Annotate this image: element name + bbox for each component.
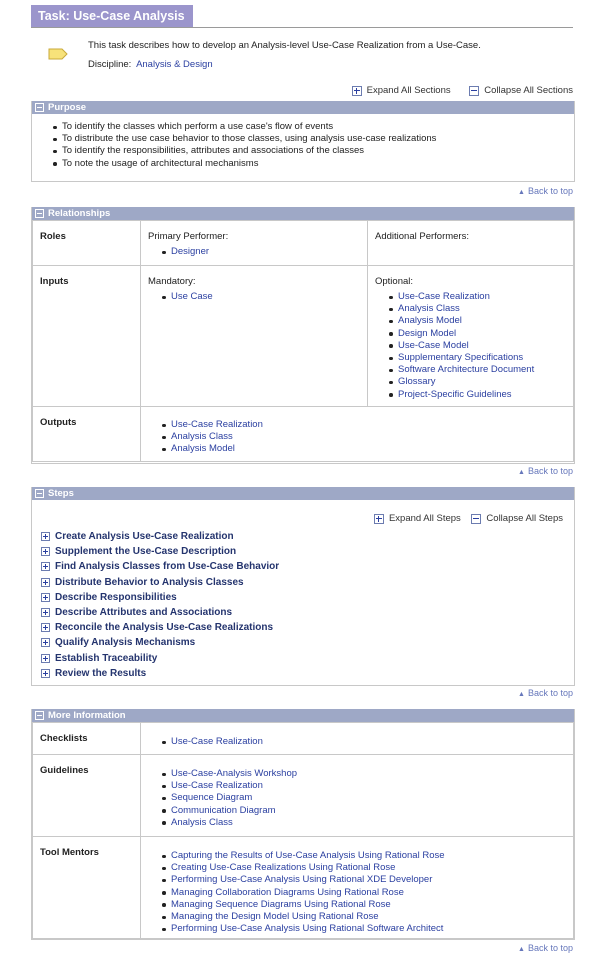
expand-step-icon bbox=[41, 532, 50, 541]
expand-step-icon bbox=[41, 623, 50, 632]
expand-step-icon bbox=[41, 562, 50, 571]
purpose-section bbox=[31, 101, 575, 182]
back-to-top-link[interactable] bbox=[518, 943, 573, 953]
collapse-all-sections-button[interactable] bbox=[469, 85, 573, 96]
purpose-header[interactable] bbox=[32, 101, 574, 114]
back-to-top-label: Back to top bbox=[527, 688, 573, 698]
input-link[interactable]: Software Architecture Document bbox=[398, 364, 535, 376]
more-information-title: More Information bbox=[48, 710, 126, 721]
back-to-top-label: Back to top bbox=[527, 943, 573, 953]
tool-mentor-link[interactable]: Managing Sequence Diagrams Using Rational Rose bbox=[171, 898, 391, 910]
expand-step-icon bbox=[41, 638, 50, 647]
step-item[interactable] bbox=[41, 559, 279, 574]
purpose-list bbox=[50, 121, 436, 170]
inputs-label: Inputs bbox=[33, 266, 141, 407]
back-to-top-label: Back to top bbox=[527, 466, 573, 476]
step-item[interactable] bbox=[41, 666, 279, 681]
step-label: Describe Responsibilities bbox=[55, 591, 177, 603]
output-link[interactable]: Analysis Class bbox=[171, 431, 233, 443]
step-label: Describe Attributes and Associations bbox=[55, 607, 233, 619]
collapse-section-icon bbox=[35, 209, 44, 218]
input-link[interactable]: Analysis Class bbox=[398, 303, 460, 315]
step-label: Qualify Analysis Mechanisms bbox=[55, 637, 196, 649]
expand-step-icon bbox=[41, 547, 50, 556]
step-label: Create Analysis Use-Case Realization bbox=[55, 531, 234, 543]
input-link[interactable]: Supplementary Specifications bbox=[398, 352, 524, 364]
section-controls bbox=[336, 85, 573, 99]
discipline-line bbox=[88, 59, 213, 70]
tool-mentor-link[interactable]: Managing Collaboration Diagrams Using Rational Rose bbox=[171, 886, 404, 898]
guidelines-label: Guidelines bbox=[33, 755, 141, 837]
collapse-all-steps-button[interactable] bbox=[471, 513, 563, 524]
guideline-link[interactable]: Communication Diagram bbox=[171, 804, 276, 816]
step-label: Review the Results bbox=[55, 667, 147, 679]
guideline-link[interactable]: Sequence Diagram bbox=[171, 792, 253, 804]
steps-controls bbox=[358, 513, 563, 527]
step-item[interactable] bbox=[41, 529, 279, 544]
expand-step-icon bbox=[41, 654, 50, 663]
task-title-bar bbox=[31, 5, 573, 28]
step-item[interactable] bbox=[41, 620, 279, 635]
more-information-table bbox=[32, 722, 574, 939]
step-label: Establish Traceability bbox=[55, 652, 158, 664]
relationships-section bbox=[31, 207, 575, 464]
output-link[interactable]: Use-Case Realization bbox=[171, 419, 263, 430]
steps-title: Steps bbox=[48, 488, 74, 499]
optional-label: Optional: bbox=[375, 276, 414, 287]
additional-performers-cell bbox=[368, 221, 574, 266]
up-arrow-icon: ▲ bbox=[518, 691, 525, 698]
step-item[interactable] bbox=[41, 544, 279, 559]
tool-mentors-label: Tool Mentors bbox=[33, 837, 141, 939]
up-arrow-icon: ▲ bbox=[518, 469, 525, 476]
relationships-header[interactable] bbox=[32, 207, 574, 220]
list-item: To note the usage of architectural mechanisms bbox=[50, 158, 436, 170]
checklist-link[interactable]: Use-Case Realization bbox=[171, 736, 263, 747]
guideline-link[interactable]: Use-Case Realization bbox=[171, 780, 263, 792]
list-item: To distribute the use case behavior to those classes, using analysis use-case realizations bbox=[50, 133, 436, 145]
expand-all-sections-label: Expand All Sections bbox=[366, 85, 451, 96]
step-item[interactable] bbox=[41, 651, 279, 666]
primary-performer-cell bbox=[141, 221, 368, 266]
step-item[interactable] bbox=[41, 590, 279, 605]
input-link[interactable]: Project-Specific Guidelines bbox=[398, 388, 512, 400]
collapse-section-icon bbox=[35, 711, 44, 720]
more-information-header[interactable] bbox=[32, 709, 574, 722]
tool-mentor-link[interactable]: Capturing the Results of Use-Case Analysis Using Rational Rose bbox=[171, 850, 445, 861]
checklists-cell bbox=[141, 723, 574, 755]
additional-performers-label: Additional Performers: bbox=[375, 231, 469, 242]
back-to-top-link[interactable] bbox=[518, 186, 573, 196]
relationships-table bbox=[32, 220, 574, 462]
step-list bbox=[41, 529, 279, 681]
more-information-section bbox=[31, 709, 575, 940]
expand-all-sections-button[interactable] bbox=[352, 85, 451, 96]
input-link[interactable]: Use Case bbox=[171, 291, 213, 302]
step-item[interactable] bbox=[41, 605, 279, 620]
task-description: This task describes how to develop an Analysis-level Use-Case Realization from a Use-Case. bbox=[88, 40, 481, 51]
output-link[interactable]: Analysis Model bbox=[171, 443, 235, 455]
back-to-top-link[interactable] bbox=[518, 466, 573, 476]
mandatory-inputs-cell bbox=[141, 266, 368, 407]
performer-link-designer[interactable]: Designer bbox=[171, 246, 210, 257]
step-item[interactable] bbox=[41, 635, 279, 650]
collapse-section-icon bbox=[35, 103, 44, 112]
roles-label: Roles bbox=[33, 221, 141, 266]
outputs-cell bbox=[141, 407, 574, 462]
primary-performer-label: Primary Performer: bbox=[148, 231, 229, 242]
collapse-icon bbox=[469, 86, 479, 96]
collapse-all-steps-label: Collapse All Steps bbox=[486, 513, 563, 524]
input-link[interactable]: Use-Case Model bbox=[398, 339, 469, 351]
input-link[interactable]: Use-Case Realization bbox=[398, 291, 490, 302]
step-item[interactable] bbox=[41, 575, 279, 590]
back-to-top-label: Back to top bbox=[527, 186, 573, 196]
input-link[interactable]: Glossary bbox=[398, 376, 436, 388]
expand-all-steps-button[interactable] bbox=[374, 513, 461, 524]
steps-header[interactable] bbox=[32, 487, 574, 500]
input-link[interactable]: Analysis Model bbox=[398, 315, 462, 327]
tool-mentor-link[interactable]: Performing Use-Case Analysis Using Rational Software Architect bbox=[171, 923, 444, 935]
back-to-top-link[interactable] bbox=[518, 688, 573, 698]
list-item: To identify the classes which perform a use case's flow of events bbox=[50, 121, 436, 133]
step-label: Find Analysis Classes from Use-Case Behavior bbox=[55, 561, 280, 573]
expand-step-icon bbox=[41, 578, 50, 587]
expand-icon bbox=[352, 86, 362, 96]
relationships-title: Relationships bbox=[48, 208, 111, 219]
list-item: To identify the responsibilities, attributes and associations of the classes bbox=[50, 145, 436, 157]
step-label: Distribute Behavior to Analysis Classes bbox=[55, 576, 244, 588]
collapse-icon bbox=[471, 514, 481, 524]
up-arrow-icon: ▲ bbox=[518, 189, 525, 196]
discipline-link[interactable]: Analysis & Design bbox=[136, 59, 213, 70]
step-label: Reconcile the Analysis Use-Case Realizations bbox=[55, 622, 274, 634]
expand-step-icon bbox=[41, 669, 50, 678]
task-tag-icon bbox=[48, 48, 68, 60]
tool-mentor-link[interactable]: Managing the Design Model Using Rational Rose bbox=[171, 911, 379, 923]
mandatory-label: Mandatory: bbox=[148, 276, 196, 287]
checklists-label: Checklists bbox=[33, 723, 141, 755]
guideline-link[interactable]: Use-Case-Analysis Workshop bbox=[171, 768, 298, 779]
expand-icon bbox=[374, 514, 384, 524]
expand-step-icon bbox=[41, 593, 50, 602]
steps-section bbox=[31, 487, 575, 686]
step-label: Supplement the Use-Case Description bbox=[55, 546, 237, 558]
input-link[interactable]: Design Model bbox=[398, 327, 457, 339]
collapse-section-icon bbox=[35, 489, 44, 498]
collapse-all-sections-label: Collapse All Sections bbox=[484, 85, 573, 96]
tool-mentor-link[interactable]: Creating Use-Case Realizations Using Rational Rose bbox=[171, 862, 396, 874]
discipline-label: Discipline: bbox=[88, 59, 132, 70]
guidelines-cell bbox=[141, 755, 574, 837]
outputs-label: Outputs bbox=[33, 407, 141, 462]
expand-step-icon bbox=[41, 608, 50, 617]
guideline-link[interactable]: Analysis Class bbox=[171, 816, 233, 828]
purpose-title: Purpose bbox=[48, 102, 87, 113]
tool-mentors-cell bbox=[141, 837, 574, 939]
expand-all-steps-label: Expand All Steps bbox=[388, 513, 461, 524]
tool-mentor-link[interactable]: Performing Use-Case Analysis Using Rational XDE Developer bbox=[171, 874, 433, 886]
page-title: Task: Use-Case Analysis bbox=[31, 5, 193, 27]
up-arrow-icon: ▲ bbox=[518, 946, 525, 953]
optional-inputs-cell bbox=[368, 266, 574, 407]
